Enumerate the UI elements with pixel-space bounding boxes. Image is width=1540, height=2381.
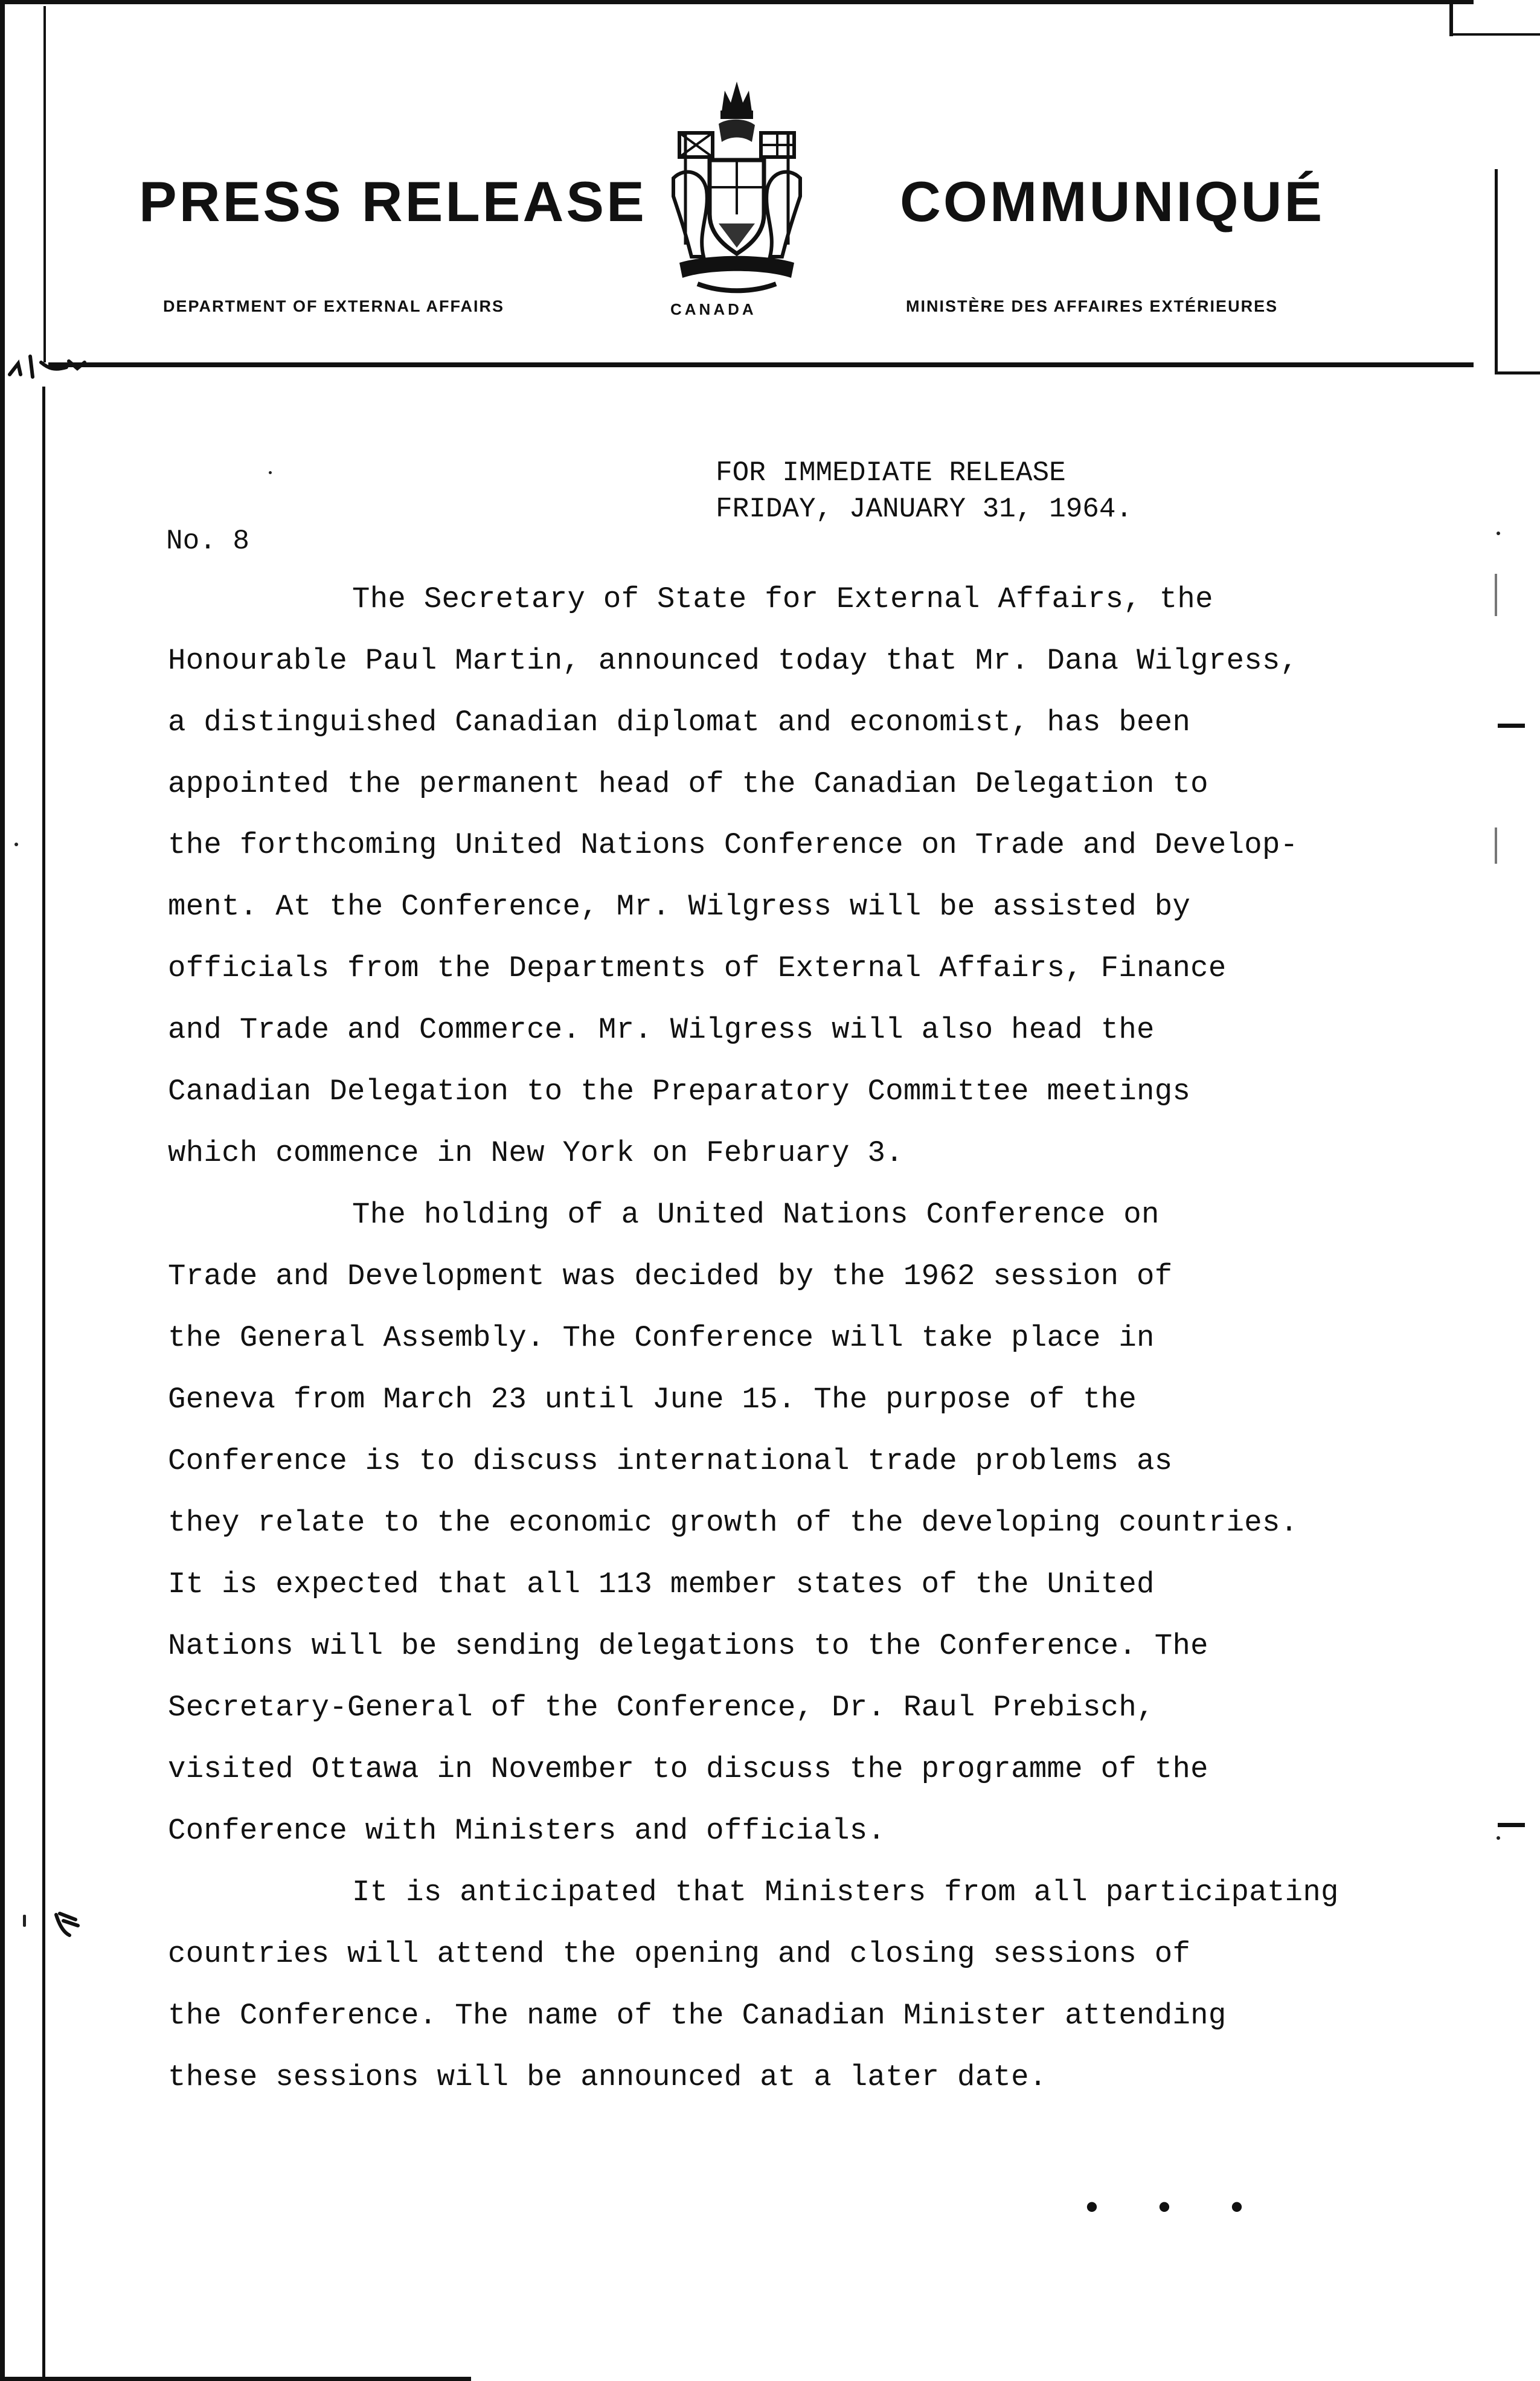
body-line: Geneva from March 23 until June 15. The purpose of the bbox=[168, 1383, 1137, 1416]
body-line: a distinguished Canadian diplomat and economist, has been bbox=[168, 705, 1191, 739]
body-line: Canadian Delegation to the Preparatory Committee meetings bbox=[168, 1075, 1191, 1108]
body-line: which commence in New York on February 3. bbox=[168, 1136, 903, 1170]
body-line: visited Ottawa in November to discuss the programme of the bbox=[168, 1752, 1208, 1786]
body-line: Conference with Ministers and officials. bbox=[168, 1814, 886, 1848]
scan-margin-line bbox=[1495, 574, 1497, 616]
scan-corner-mark bbox=[1449, 0, 1453, 36]
department-french: MINISTÈRE DES AFFAIRES EXTÉRIEURES bbox=[906, 297, 1279, 315]
body-line: The Secretary of State for External Affairs, the bbox=[352, 582, 1213, 616]
continuation-dots: • • • bbox=[1081, 2190, 1263, 2231]
body-line: officials from the Departments of External Affairs, Finance bbox=[168, 951, 1227, 985]
scan-margin-line bbox=[1495, 827, 1497, 864]
body-line: these sessions will be announced at a later date. bbox=[168, 2060, 1047, 2094]
body-line: Honourable Paul Martin, announced today that Mr. Dana Wilgress, bbox=[168, 644, 1298, 678]
edge-mark bbox=[1498, 724, 1525, 728]
body-line: The holding of a United Nations Conference on bbox=[352, 1198, 1160, 1232]
scan-speck bbox=[23, 1915, 26, 1927]
body-line: the General Assembly. The Conference will take place in bbox=[168, 1321, 1155, 1355]
body-line: the forthcoming United Nations Conference on Trade and Develop- bbox=[168, 828, 1298, 862]
release-date: FRIDAY, JANUARY 31, 1964. bbox=[716, 493, 1133, 525]
body-line: ment. At the Conference, Mr. Wilgress will be assisted by bbox=[168, 890, 1191, 924]
body-line: Trade and Development was decided by the 1962 session of bbox=[168, 1259, 1173, 1293]
body-line: they relate to the economic growth of the developing countries. bbox=[168, 1506, 1298, 1540]
scan-border-inner-top bbox=[43, 6, 46, 362]
scan-border-inner bbox=[42, 387, 45, 2381]
body-line: and Trade and Commerce. Mr. Wilgress will also head the bbox=[168, 1013, 1155, 1047]
scan-speck bbox=[14, 843, 18, 846]
body-line: Nations will be sending delegations to the Conference. The bbox=[168, 1629, 1208, 1663]
release-status: FOR IMMEDIATE RELEASE bbox=[716, 457, 1066, 489]
department-english: DEPARTMENT OF EXTERNAL AFFAIRS bbox=[163, 297, 505, 315]
coat-of-arms-icon bbox=[661, 76, 812, 299]
scan-speck bbox=[1497, 1836, 1500, 1840]
scan-border-top bbox=[0, 0, 1474, 4]
scan-speck bbox=[269, 471, 272, 474]
edge-mark bbox=[1498, 1823, 1525, 1827]
body-line: It is expected that all 113 member states of the United bbox=[168, 1567, 1155, 1601]
body-line: Secretary-General of the Conference, Dr. Raul Prebisch, bbox=[168, 1691, 1155, 1724]
margin-mark-icon bbox=[51, 1909, 82, 1939]
scan-corner-mark-b bbox=[1449, 33, 1540, 36]
press-release-title: PRESS RELEASE bbox=[139, 170, 647, 233]
body-line: Conference is to discuss international trade problems as bbox=[168, 1444, 1173, 1478]
scan-right-bracket-b bbox=[1495, 371, 1540, 374]
header-rule bbox=[48, 362, 1474, 367]
body-line: the Conference. The name of the Canadian Minister attending bbox=[168, 1999, 1227, 2032]
release-number: No. 8 bbox=[166, 525, 250, 557]
body-line: appointed the permanent head of the Canadian Delegation to bbox=[168, 767, 1208, 801]
country-label: CANADA bbox=[670, 300, 757, 318]
body-line: countries will attend the opening and closing sessions of bbox=[168, 1937, 1191, 1971]
body-line: It is anticipated that Ministers from all participating bbox=[352, 1875, 1339, 1909]
communique-title: COMMUNIQUÉ bbox=[900, 170, 1325, 233]
scan-right-bracket bbox=[1495, 169, 1498, 374]
scan-speck bbox=[1497, 532, 1500, 535]
scan-border-bottom bbox=[0, 2377, 471, 2381]
scan-border-left bbox=[0, 0, 5, 2381]
